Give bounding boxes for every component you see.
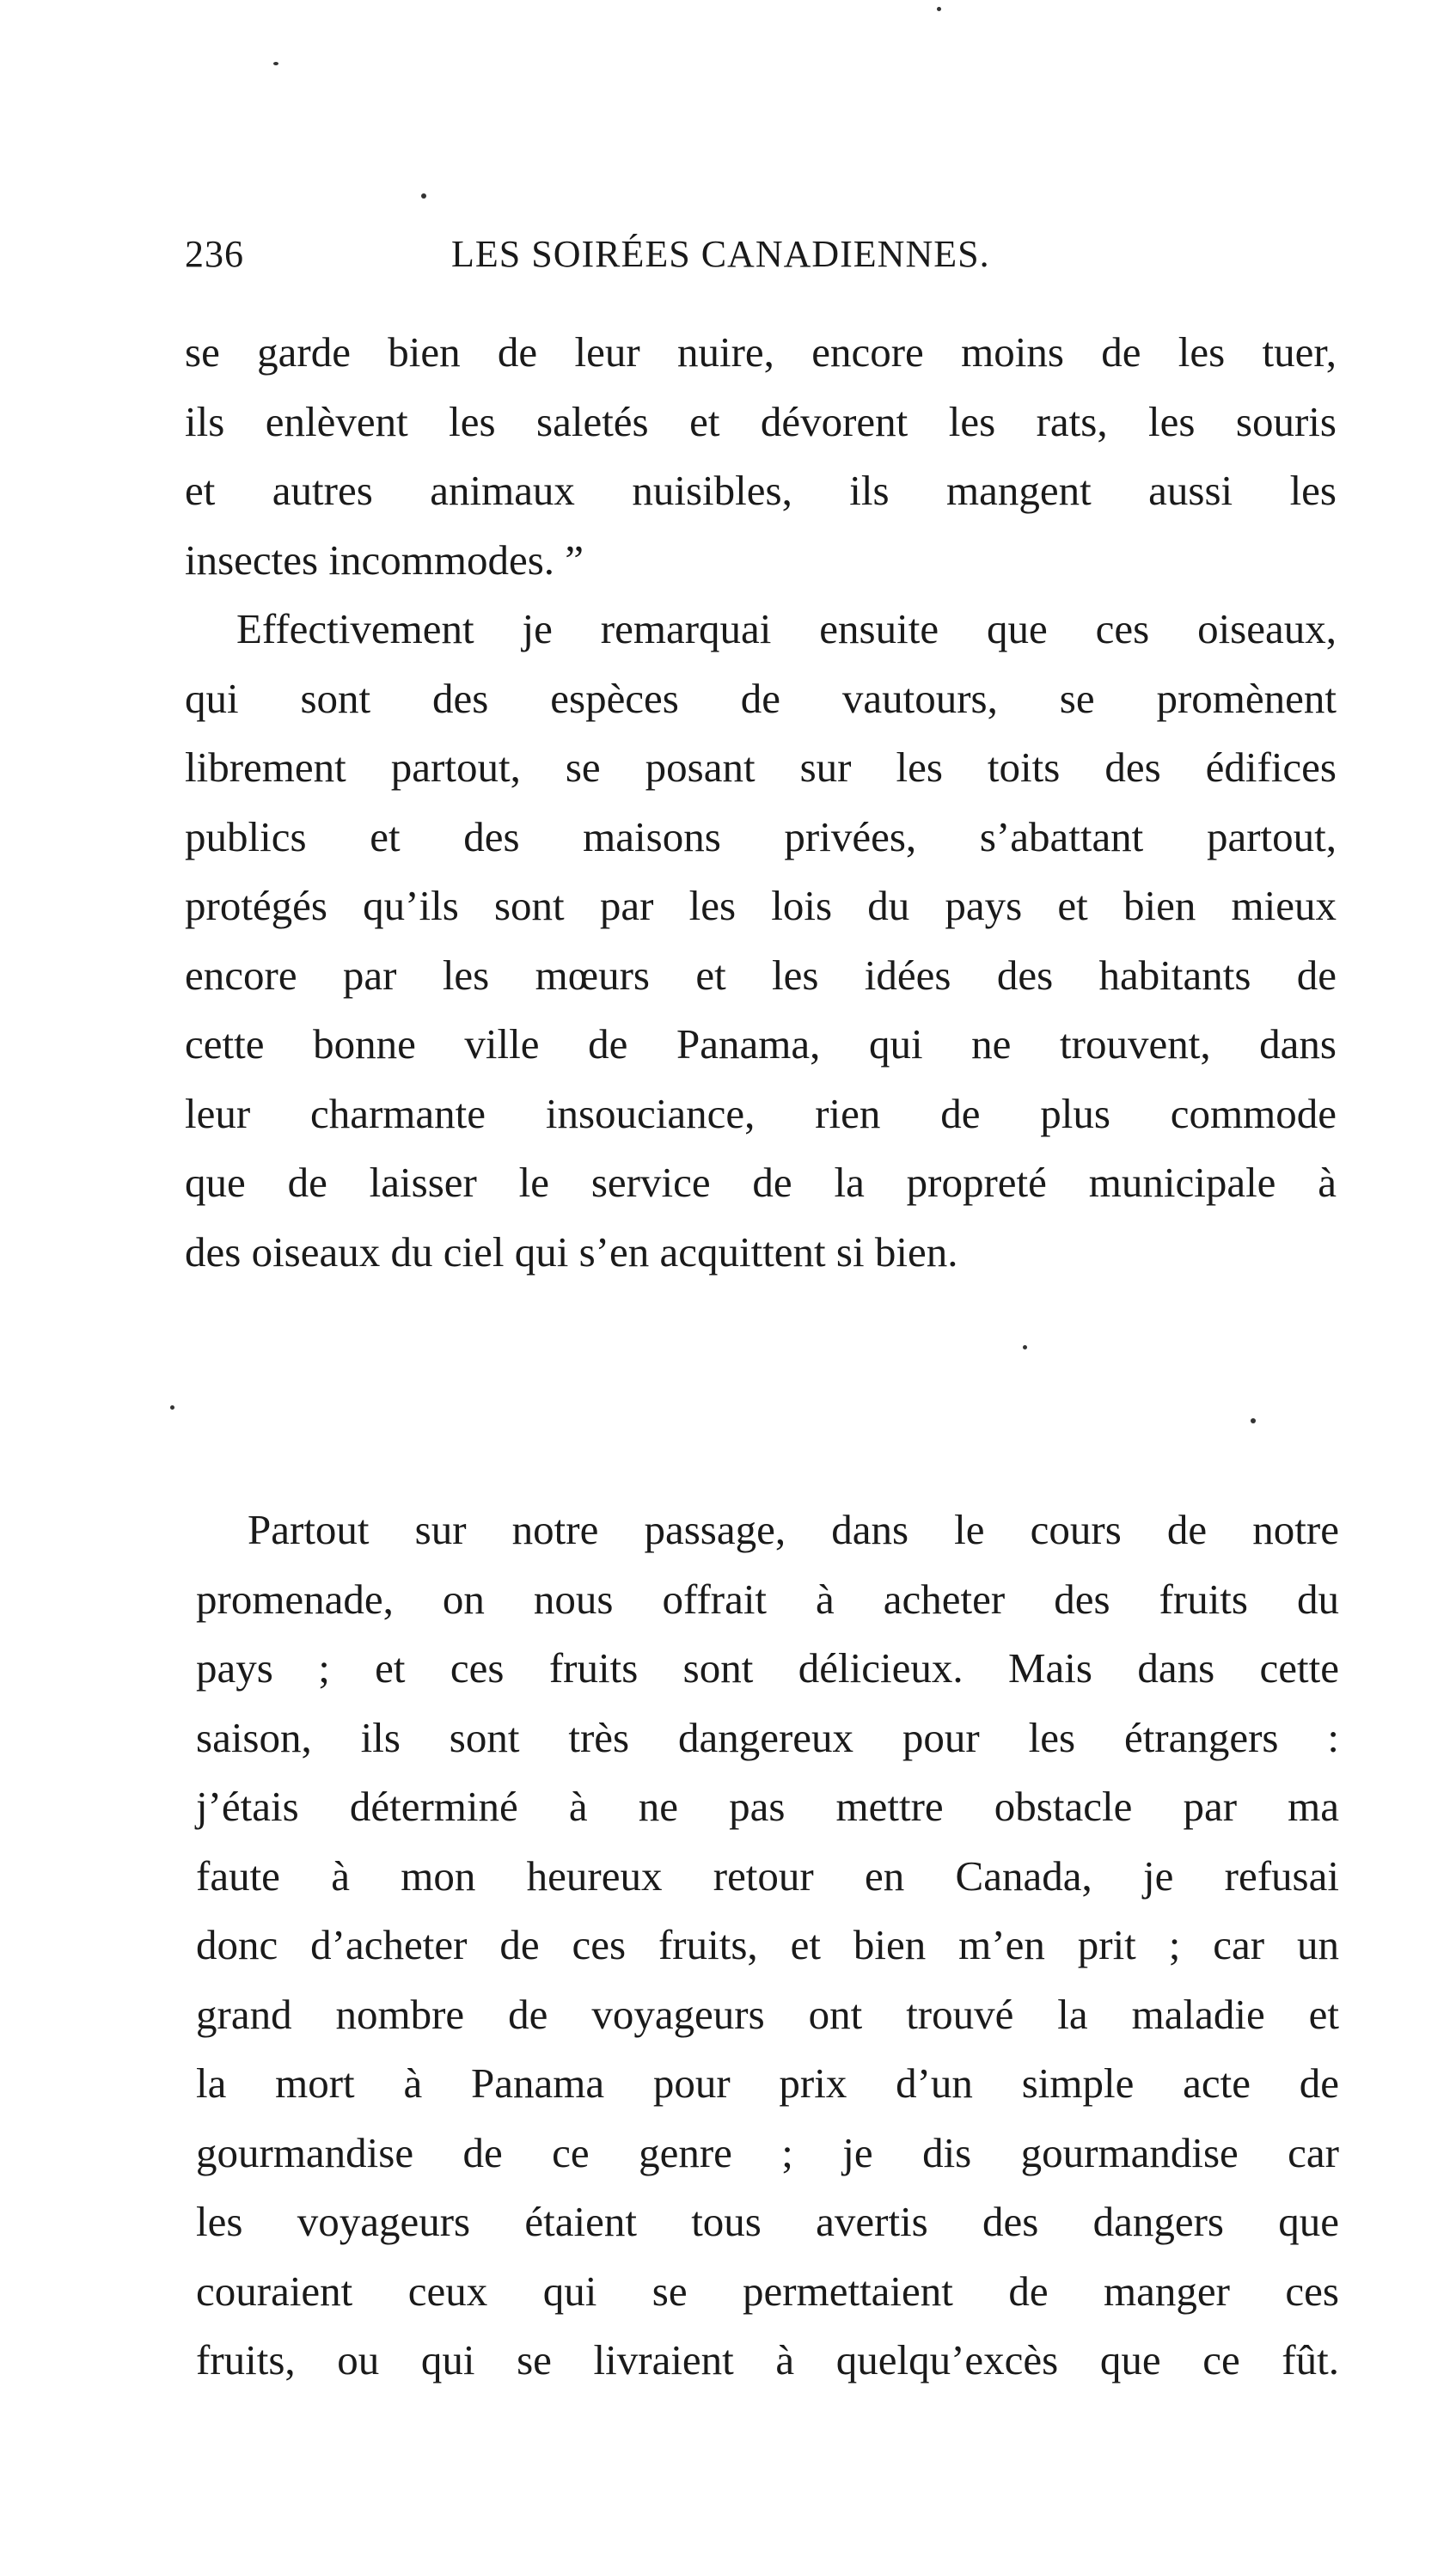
page-number: 236 [185, 233, 244, 275]
print-speck [273, 62, 278, 65]
text-line: gourmandise de ce genre ; je dis gourmandise car [196, 2128, 1339, 2176]
text-line: cette bonne ville de Panama, qui ne trouvent, dans [185, 1020, 1337, 1068]
text-line: saison, ils sont très dangereux pour les étrangers : [196, 1713, 1339, 1761]
text-line: que de laisser le service de la propreté municipale à [185, 1159, 1337, 1206]
text-line: grand nombre de voyageurs ont trouvé la maladie et [196, 1990, 1339, 2038]
text-line: donc d’acheter de ces fruits, et bien m’en prit ; car un [196, 1921, 1339, 1968]
text-line: encore par les mœurs et les idées des habitants de [185, 951, 1337, 999]
print-speck [937, 7, 941, 11]
text-line: Partout sur notre passage, dans le cours de notre [248, 1506, 1339, 1553]
print-speck [421, 193, 426, 199]
text-line: protégés qu’ils sont par les lois du pays et bien mieux [185, 882, 1337, 929]
text-line: se garde bien de leur nuire, encore moins de les tuer, [185, 328, 1337, 376]
text-line: qui sont des espèces de vautours, se promènent [185, 674, 1337, 722]
text-line: librement partout, se posant sur les toits des édifices [185, 743, 1337, 791]
text-line: pays ; et ces fruits sont délicieux. Mais dans cette [196, 1644, 1339, 1692]
text-line: insectes incommodes. ” [185, 535, 584, 584]
print-speck [1251, 1418, 1256, 1423]
paragraph-fruits [196, 1496, 1339, 2396]
text-line: faute à mon heureux retour en Canada, je refusai [196, 1851, 1339, 1900]
text-line: ils enlèvent les saletés et dévorent les rats, les souris [185, 397, 1337, 445]
text-line: fruits, ou qui se livraient à quelqu’excès que ce fût. [196, 2336, 1339, 2383]
text-line: les voyageurs étaient tous avertis des dangers que [196, 2198, 1339, 2245]
text-line: publics et des maisons privées, s’abattant partout, [185, 812, 1337, 860]
text-line: leur charmante insouciance, rien de plus commode [185, 1089, 1337, 1137]
text-line: et autres animaux nuisibles, ils mangent aussi les [185, 467, 1337, 514]
text-block-bottom [196, 1496, 1339, 2396]
text-block-top [185, 318, 1337, 1287]
paragraph-continuation [185, 318, 1337, 595]
text-line: promenade, on nous offrait à acheter des fruits du [196, 1575, 1339, 1623]
text-line: couraient ceux qui se permettaient de manger ces [196, 2267, 1339, 2315]
page-header [185, 232, 1337, 284]
running-title: LES SOIRÉES CANADIENNES. [451, 233, 990, 275]
text-line: la mort à Panama pour prix d’un simple acte de [196, 2059, 1339, 2107]
print-speck [1023, 1345, 1027, 1349]
paragraph-vautours [185, 595, 1337, 1287]
text-line: j’étais déterminé à ne pas mettre obstacle par ma [196, 1783, 1339, 1830]
text-line: Effectivement je remarquai ensuite que ces oiseaux, [236, 605, 1337, 652]
print-speck [170, 1405, 174, 1410]
text-line: des oiseaux du ciel qui s’en acquittent si bien. [185, 1227, 958, 1276]
